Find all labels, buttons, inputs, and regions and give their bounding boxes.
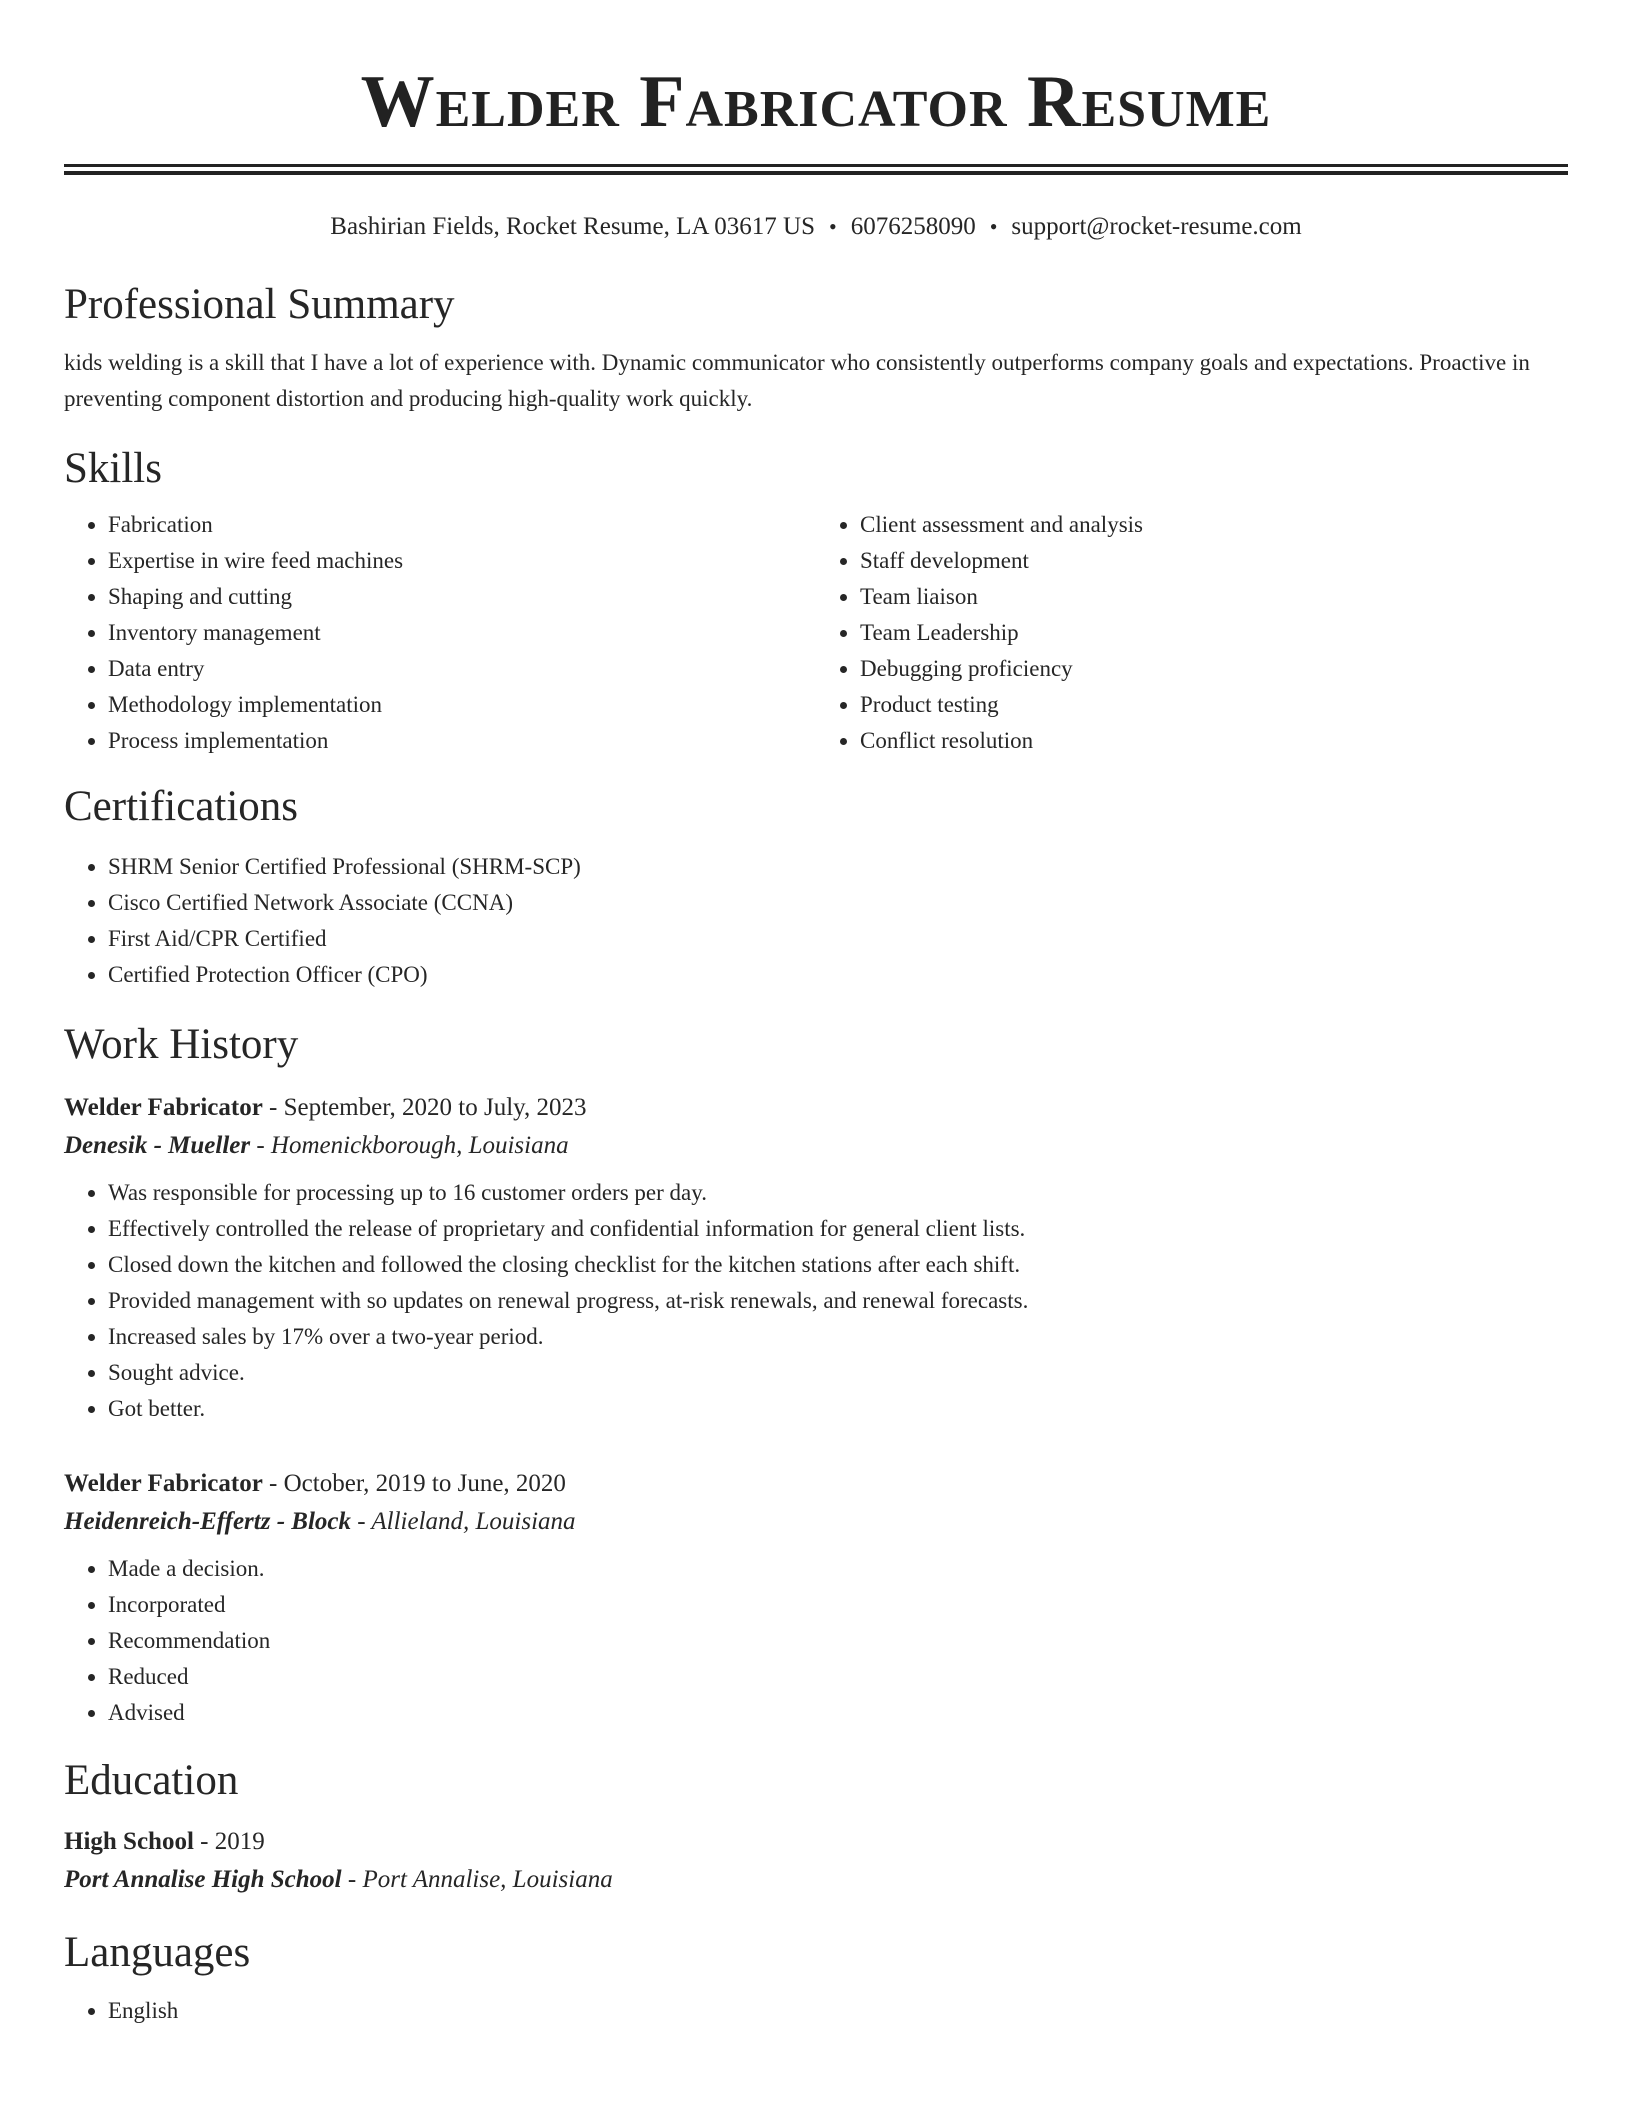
language-item: • English — [108, 1993, 1568, 2029]
job-entry — [64, 1089, 1568, 1427]
job-title: Welder Fabricator — [64, 1094, 263, 1121]
job-bullet: • Incorporated — [108, 1587, 1568, 1623]
job-dates: - September, 2020 to July, 2023 — [262, 1094, 587, 1121]
certification-item: • First Aid/CPR Certified — [108, 921, 1568, 957]
languages-section — [64, 1927, 1568, 2029]
skill-item: • Client assessment and analysis — [860, 507, 1568, 543]
certifications-section — [64, 781, 1568, 993]
skill-item: • Conflict resolution — [860, 723, 1568, 759]
skill-item: • Inventory management — [108, 615, 816, 651]
skill-item: • Shaping and cutting — [108, 579, 816, 615]
skill-item: • Fabrication — [108, 507, 816, 543]
job-bullet: • Got better. — [108, 1391, 1568, 1427]
skill-item: • Debugging proficiency — [860, 651, 1568, 687]
skill-item: • Process implementation — [108, 723, 816, 759]
summary-section — [64, 279, 1568, 417]
job-title: Welder Fabricator — [64, 1470, 263, 1497]
job-company: Denesik - Mueller — [64, 1132, 251, 1159]
certification-item: • Cisco Certified Network Associate (CCNA) — [108, 885, 1568, 921]
work-history-heading: Work History — [64, 1021, 299, 1068]
certifications-list — [64, 849, 1568, 993]
job-title-line — [64, 1465, 1568, 1503]
skill-item: • Data entry — [108, 651, 816, 687]
job-bullet: • Advised — [108, 1695, 1568, 1731]
job-bullet: • Sought advice. — [108, 1355, 1568, 1391]
skills-section — [64, 443, 1568, 759]
job-bullet: • Closed down the kitchen and followed the closing checklist for the kitchen stations after each shift. — [108, 1247, 1568, 1283]
skills-list-left — [64, 507, 816, 759]
job-company-line — [64, 1503, 1568, 1541]
job-bullet: • Effectively controlled the release of proprietary and confidential information for general client lists. — [108, 1211, 1568, 1247]
job-dates: - October, 2019 to June, 2020 — [262, 1470, 566, 1497]
certifications-heading: Certifications — [64, 783, 299, 830]
languages-heading: Languages — [64, 1929, 251, 1976]
education-location: - Port Annalise, Louisiana — [341, 1866, 613, 1893]
job-bullets — [64, 1175, 1568, 1427]
job-entry — [64, 1465, 1568, 1731]
bullet-separator: • — [829, 214, 837, 239]
job-bullet: • Provided management with so updates on renewal progress, at-risk renewals, and renewal forecasts. — [108, 1283, 1568, 1319]
job-bullet: • Recommendation — [108, 1623, 1568, 1659]
education-school: Port Annalise High School — [64, 1866, 342, 1893]
summary-heading: Professional Summary — [64, 281, 455, 328]
skills-heading: Skills — [64, 445, 162, 492]
education-heading: Education — [64, 1757, 239, 1804]
skill-item: • Staff development — [860, 543, 1568, 579]
skill-item: • Methodology implementation — [108, 687, 816, 723]
certification-item: • SHRM Senior Certified Professional (SHRM-SCP) — [108, 849, 1568, 885]
skills-grid — [64, 507, 1568, 759]
job-bullets — [64, 1551, 1568, 1731]
job-bullet: • Made a decision. — [108, 1551, 1568, 1587]
skill-item: • Expertise in wire feed machines — [108, 543, 816, 579]
education-degree: High School — [64, 1828, 194, 1855]
bullet-separator: • — [989, 214, 998, 239]
contact-line — [64, 211, 1568, 243]
education-degree-line — [64, 1823, 1568, 1861]
summary-text: kids welding is a skill that I have a lot of experience with. Dynamic communicator who consistently outperforms company goals and expectations. Proactive in preventing component distortion and producing high-quality work quickly. — [64, 350, 1530, 411]
skills-list-right — [816, 507, 1568, 759]
languages-list — [64, 1993, 1568, 2029]
contact-email[interactable]: support@rocket-resume.com — [1011, 213, 1302, 240]
skill-item: • Product testing — [860, 687, 1568, 723]
job-bullet: • Reduced — [108, 1659, 1568, 1695]
job-bullet: • Increased sales by 17% over a two-year period. — [108, 1319, 1568, 1355]
title-double-rule — [64, 164, 1568, 175]
job-company: Heidenreich-Effertz - Block — [64, 1508, 351, 1535]
skill-item: • Team Leadership — [860, 615, 1568, 651]
education-entry — [64, 1823, 1568, 1899]
skills-column-left — [64, 507, 816, 759]
job-location: - Allieland, Louisiana — [351, 1508, 576, 1535]
job-bullet: • Was responsible for processing up to 16 customer orders per day. — [108, 1175, 1568, 1211]
skills-column-right — [816, 507, 1568, 759]
job-location: - Homenickborough, Louisiana — [250, 1132, 569, 1159]
resume-title: Welder Fabricator Resume — [360, 61, 1272, 143]
skill-item: • Team liaison — [860, 579, 1568, 615]
education-school-line — [64, 1861, 1568, 1899]
job-company-line — [64, 1127, 1568, 1165]
contact-phone: 6076258090 — [850, 213, 976, 240]
education-section — [64, 1755, 1568, 1899]
job-title-line — [64, 1089, 1568, 1127]
certification-item: • Certified Protection Officer (CPO) — [108, 957, 1568, 993]
work-history-section — [64, 1019, 1568, 1731]
contact-address: Bashirian Fields, Rocket Resume, LA 03617 US — [330, 213, 815, 240]
education-year: - 2019 — [193, 1828, 265, 1855]
